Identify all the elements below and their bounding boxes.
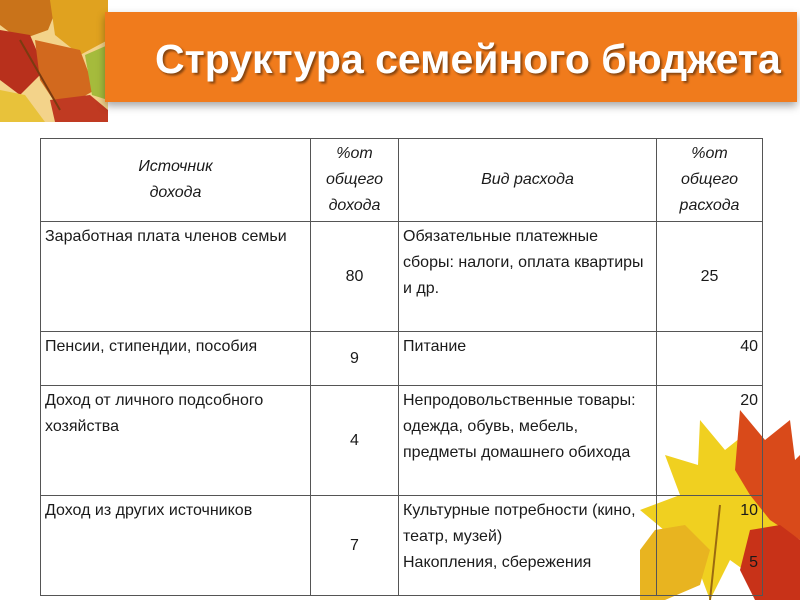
title-bar <box>105 12 797 102</box>
income-source-cell: Доход из других источников <box>41 496 311 596</box>
expense-percent-cell: 20 <box>657 386 763 496</box>
table-row <box>41 332 763 386</box>
income-percent-cell: 7 <box>311 496 399 596</box>
slide-title: Структура семейного бюджета <box>155 36 781 82</box>
table-row <box>41 222 763 332</box>
income-percent-cell: 9 <box>311 332 399 386</box>
budget-structure-table <box>40 138 763 596</box>
expense-type-cell: Питание <box>399 332 657 386</box>
header-income-percent: %от общего дохода <box>311 139 399 222</box>
header-expense-percent: %от общего расхода <box>657 139 763 222</box>
table-row <box>41 386 763 496</box>
expense-type-cell: Культурные потребности (кино, театр, музей) Накопления, сбережения <box>399 496 657 596</box>
income-source-cell: Доход от личного подсобного хозяйства <box>41 386 311 496</box>
expense-percent-cell: 25 <box>657 222 763 332</box>
expense-percent-cell: 10 5 <box>657 496 763 596</box>
autumn-leaves-decoration <box>0 0 108 122</box>
table-row <box>41 496 763 596</box>
header-expense-type: Вид расхода <box>399 139 657 222</box>
table-header-row <box>41 139 763 222</box>
header-income-source: Источник дохода <box>41 139 311 222</box>
income-percent-cell: 4 <box>311 386 399 496</box>
income-source-cell: Пенсии, стипендии, пособия <box>41 332 311 386</box>
expense-type-cell: Обязательные платежные сборы: налоги, оплата квартиры и др. <box>399 222 657 332</box>
expense-type-cell: Непродовольственные товары: одежда, обувь, мебель, предметы домашнего обихода <box>399 386 657 496</box>
income-source-cell: Заработная плата членов семьи <box>41 222 311 332</box>
expense-percent-cell: 40 <box>657 332 763 386</box>
income-percent-cell: 80 <box>311 222 399 332</box>
